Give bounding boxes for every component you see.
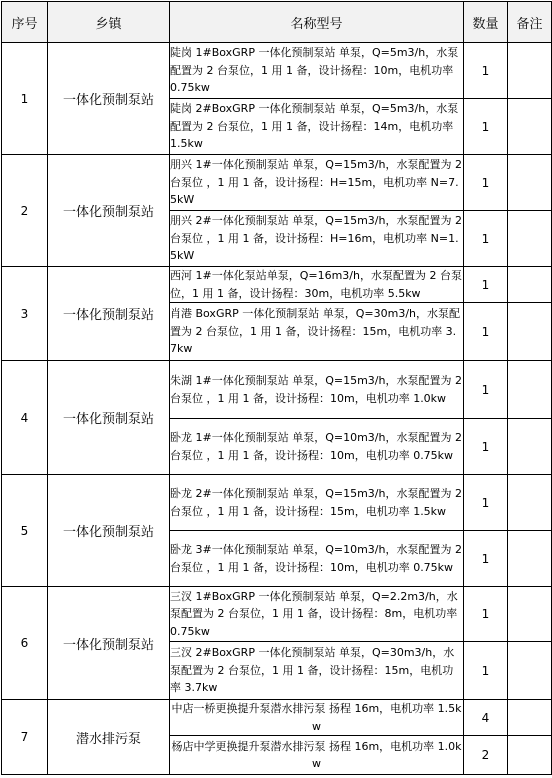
model-text: 卧龙 2#一体化预制泵站 单泵，Q=15m3/h，水泵配置为 2 台泵位 ，1 用 1 备，设计扬程：15m，电机功率 1.5kw xyxy=(170,487,462,518)
row-quantity: 1 xyxy=(464,267,508,303)
row-remarks xyxy=(508,736,552,775)
row-index: 3 xyxy=(2,267,48,361)
model-text: 陡岗 1#BoxGRP 一体化预制泵站 单泵，Q=5m3/h，水泵配置为 2 台泵位，1 用 1 备，设计扬程：10m，电机功率 0.75kw xyxy=(170,46,459,95)
row-remarks xyxy=(508,587,552,642)
model-text: 朋兴 2#一体化预制泵站 单泵，Q=15m3/h，水泵配置为 2 台泵位 ，1 用 1 备，设计扬程：H=16m，电机功率 N=1.5kW xyxy=(170,214,462,263)
model-text: 三汊 1#BoxGRP 一体化预制泵站 单泵，Q=2.2m3/h，水泵配置为 2 台泵位，1 用 1 备，设计扬程：8m，电机功率 0.75kw xyxy=(170,589,458,638)
model-text: 陡岗 2#BoxGRP 一体化预制泵站 单泵，Q=5m3/h，水泵配置为 2 台泵位，1 用 1 备，设计扬程：14m，电机功率 1.5kw xyxy=(170,102,459,151)
header-remarks: 备注 xyxy=(508,2,552,43)
row-quantity: 1 xyxy=(464,587,508,642)
row-quantity: 1 xyxy=(464,211,508,267)
row-model xyxy=(170,531,464,587)
table-row xyxy=(2,700,552,736)
model-text: 西河 1#一体化泵站单泵，Q=16m3/h，水泵配置为 2 台泵位，1 用 1 备，设计扬程：30m，电机功率 5.5kw xyxy=(170,269,462,300)
row-remarks xyxy=(508,155,552,211)
row-model xyxy=(170,419,464,475)
row-quantity: 1 xyxy=(464,303,508,361)
row-township: 一体化预制泵站 xyxy=(48,155,170,267)
row-remarks xyxy=(508,475,552,531)
row-quantity: 1 xyxy=(464,642,508,700)
row-remarks xyxy=(508,99,552,155)
row-quantity: 1 xyxy=(464,99,508,155)
row-quantity: 2 xyxy=(464,736,508,775)
row-remarks xyxy=(508,267,552,303)
row-model xyxy=(170,587,464,642)
row-township: 一体化预制泵站 xyxy=(48,475,170,587)
row-model xyxy=(170,211,464,267)
row-index: 6 xyxy=(2,587,48,700)
header-model: 名称型号 xyxy=(170,2,464,43)
row-index: 4 xyxy=(2,361,48,475)
model-text: 朋兴 1#一体化预制泵站 单泵，Q=15m3/h，水泵配置为 2 台泵位 ，1 用 1 备，设计扬程：H=15m，电机功率 N=7.5kW xyxy=(170,158,462,207)
row-model xyxy=(170,99,464,155)
model-text: 杨店中学更换提升泵潜水排污泵 扬程 16m，电机功率 1.0kw xyxy=(171,739,462,770)
row-remarks xyxy=(508,531,552,587)
header-row xyxy=(2,2,552,43)
row-quantity: 1 xyxy=(464,475,508,531)
row-township: 一体化预制泵站 xyxy=(48,43,170,155)
table-row xyxy=(2,475,552,531)
row-model xyxy=(170,642,464,700)
header-township: 乡镇 xyxy=(48,2,170,43)
row-quantity: 1 xyxy=(464,531,508,587)
model-text: 卧龙 3#一体化预制泵站 单泵，Q=10m3/h，水泵配置为 2 台泵位 ，1 用 1 备，设计扬程：10m，电机功率 0.75kw xyxy=(170,543,462,574)
row-model xyxy=(170,475,464,531)
header-index: 序号 xyxy=(2,2,48,43)
table-row xyxy=(2,43,552,99)
model-text: 朱湖 1#一体化预制泵站 单泵，Q=15m3/h，水泵配置为 2 台泵位 ，1 用 1 备，设计扬程：10m，电机功率 1.0kw xyxy=(170,374,462,405)
row-remarks xyxy=(508,361,552,419)
row-township: 潜水排污泵 xyxy=(48,700,170,775)
equipment-table xyxy=(1,1,552,775)
row-quantity: 1 xyxy=(464,43,508,99)
row-quantity: 1 xyxy=(464,361,508,419)
row-quantity: 1 xyxy=(464,419,508,475)
model-text: 三汊 2#BoxGRP 一体化预制泵站 单泵，Q=30m3/h，水泵配置为 2 台泵位，1 用 1 备，设计扬程：15m，电机功率 3.7kw xyxy=(170,646,455,695)
table-row xyxy=(2,267,552,303)
row-index: 7 xyxy=(2,700,48,775)
row-model xyxy=(170,155,464,211)
row-remarks xyxy=(508,303,552,361)
row-township: 一体化预制泵站 xyxy=(48,267,170,361)
row-remarks xyxy=(508,211,552,267)
table-row xyxy=(2,361,552,419)
row-remarks xyxy=(508,419,552,475)
row-quantity: 1 xyxy=(464,155,508,211)
table-row xyxy=(2,587,552,642)
row-model xyxy=(170,43,464,99)
row-quantity: 4 xyxy=(464,700,508,736)
row-model xyxy=(170,736,464,775)
row-remarks xyxy=(508,700,552,736)
row-index: 1 xyxy=(2,43,48,155)
row-township: 一体化预制泵站 xyxy=(48,587,170,700)
row-index: 2 xyxy=(2,155,48,267)
row-model xyxy=(170,303,464,361)
row-index: 5 xyxy=(2,475,48,587)
model-text: 肖港 BoxGRP 一体化预制泵站 单泵，Q=30m3/h，水泵配置为 2 台泵位，1 用 1 备，设计扬程：15m，电机功率 3.7kw xyxy=(170,307,461,356)
row-remarks xyxy=(508,642,552,700)
row-model xyxy=(170,361,464,419)
row-remarks xyxy=(508,43,552,99)
row-township: 一体化预制泵站 xyxy=(48,361,170,475)
model-text: 卧龙 1#一体化预制泵站 单泵，Q=10m3/h，水泵配置为 2 台泵位 ，1 用 1 备，设计扬程：10m，电机功率 0.75kw xyxy=(170,431,462,462)
table-row xyxy=(2,155,552,211)
row-model xyxy=(170,267,464,303)
model-text: 中店一桥更换提升泵潜水排污泵 扬程 16m，电机功率 1.5kw xyxy=(171,702,462,733)
header-quantity: 数量 xyxy=(464,2,508,43)
row-model xyxy=(170,700,464,736)
